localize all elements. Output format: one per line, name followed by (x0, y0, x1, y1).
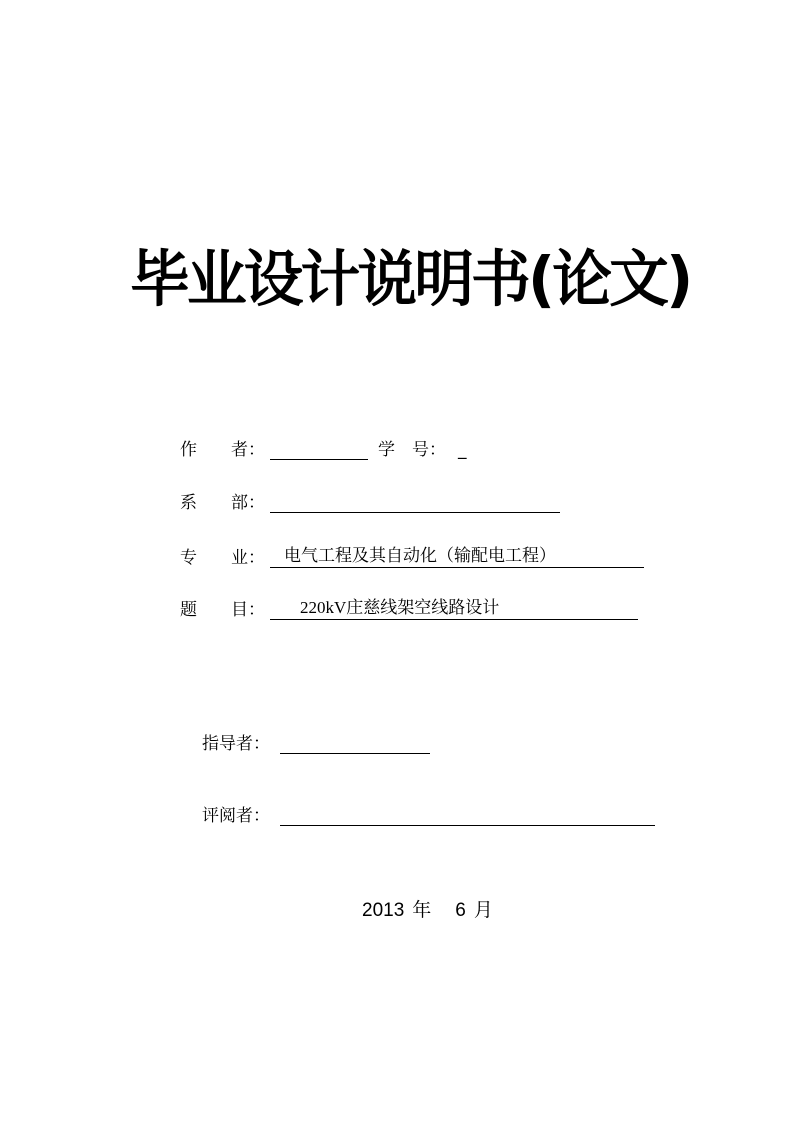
reviewer-label: 评阅者： (202, 806, 270, 826)
department-field[interactable] (270, 490, 560, 513)
document-title: 毕业设计说明书(论文) (130, 244, 691, 315)
reviewer-row (202, 803, 662, 829)
major-field[interactable] (270, 545, 644, 568)
date-year-unit: 年 (412, 900, 432, 921)
department-label: 系 部： (180, 493, 265, 513)
author-row (180, 437, 480, 463)
date-month: 6 (455, 900, 466, 921)
date-month-unit: 月 (473, 900, 493, 921)
reviewer-field[interactable] (280, 803, 655, 826)
advisor-row (202, 731, 442, 757)
student-id-label: 学 号： (378, 440, 446, 460)
major-row (180, 545, 650, 571)
major-label: 专 业： (180, 548, 265, 568)
topic-row (180, 597, 650, 623)
student-id-value[interactable]: _ (458, 440, 467, 460)
major-value: 电气工程及其自动化（输配电工程） (284, 546, 556, 566)
advisor-field[interactable] (280, 731, 430, 754)
author-field[interactable] (270, 437, 368, 460)
document-date (362, 896, 493, 926)
author-label: 作 者： (180, 440, 265, 460)
department-row (180, 490, 570, 516)
advisor-label: 指导者： (202, 734, 270, 754)
topic-label: 题 目： (180, 600, 265, 620)
topic-value: 220kV庄慈线架空线路设计 (300, 598, 500, 617)
date-year: 2013 (362, 900, 405, 921)
topic-field[interactable] (270, 597, 638, 620)
